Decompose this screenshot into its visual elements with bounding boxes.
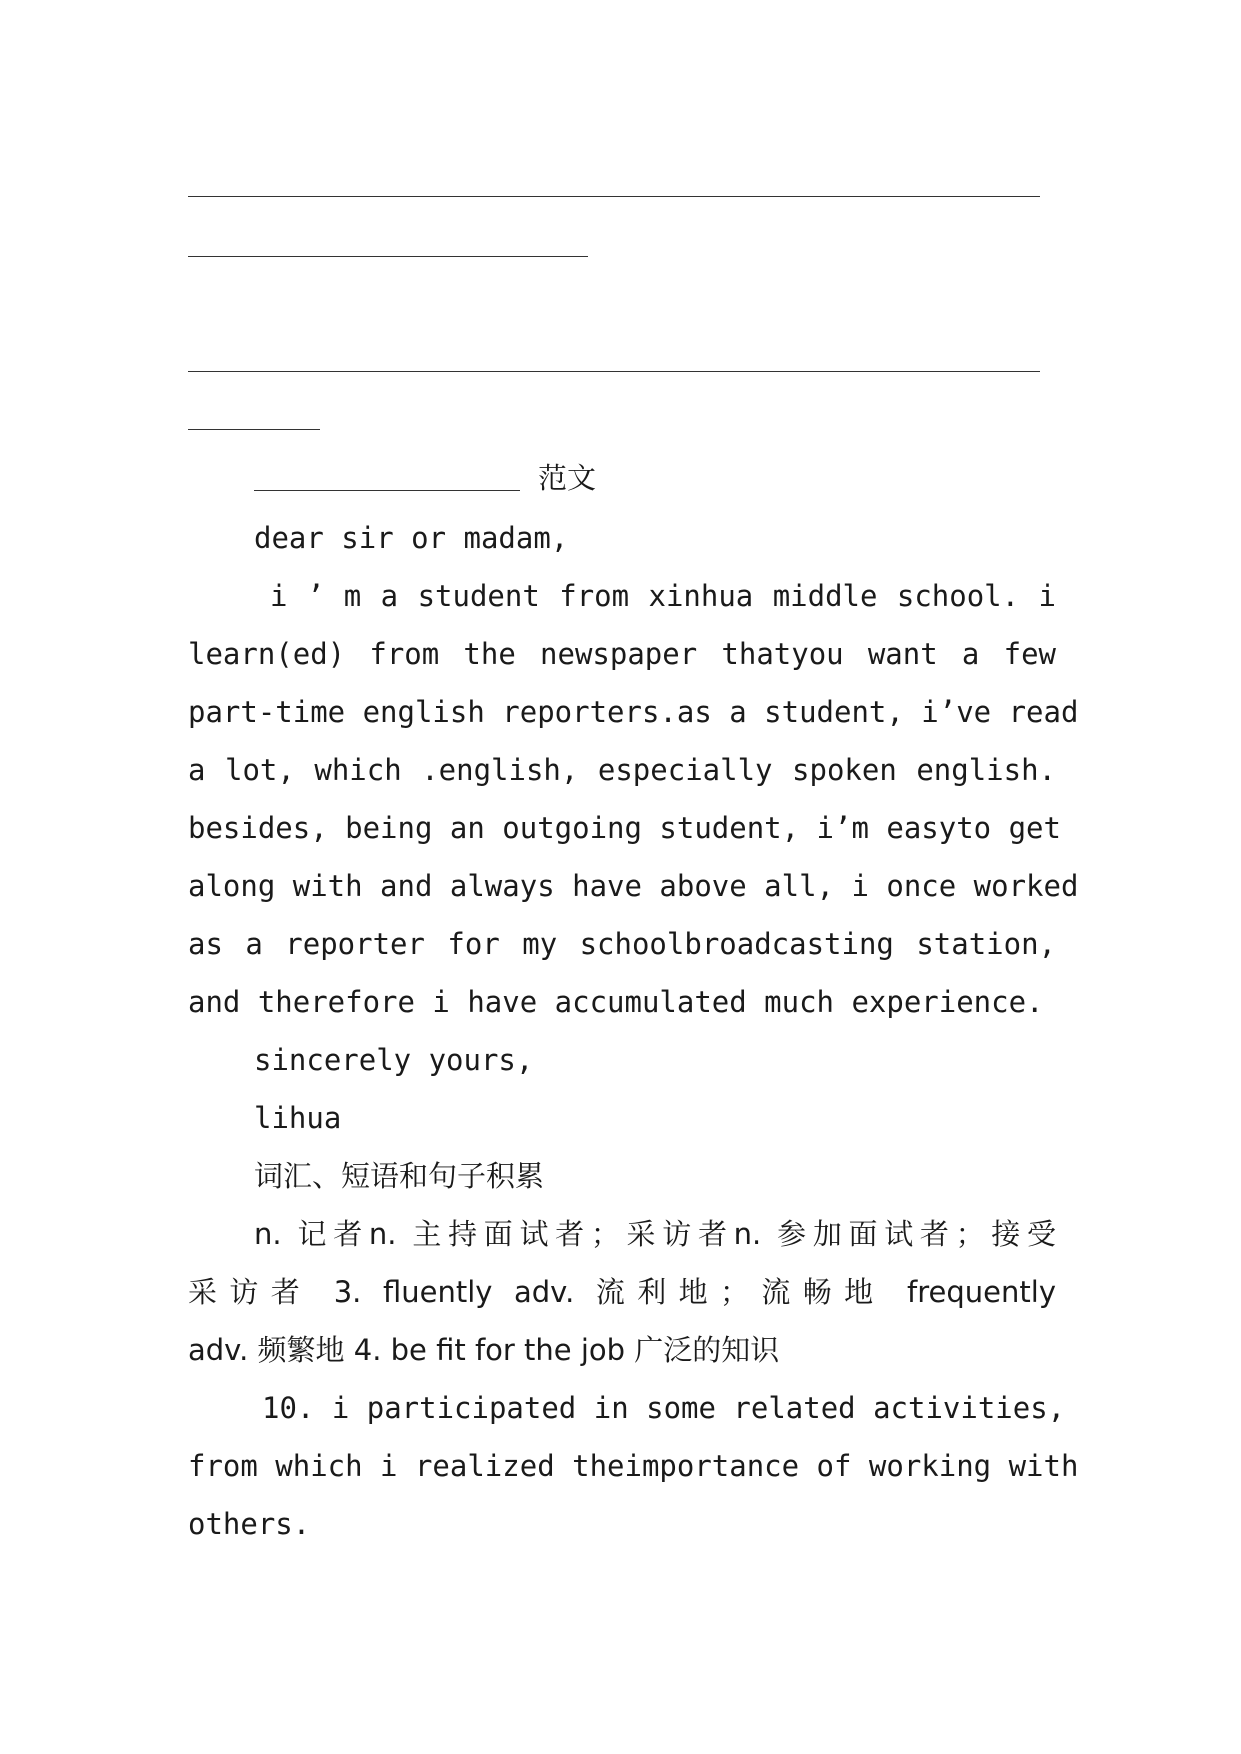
answer-line-2 [188, 256, 588, 257]
vocab-line-1: n. 记者n. 主持面试者；采访者n. 参加面试者；接受 [254, 1217, 1056, 1251]
answer-line-4 [188, 429, 320, 430]
letter-body-line-6: along with and always have above all, i once worked [188, 869, 1079, 903]
letter-body-line-3: part-time english reporters.as a student, i’ve read [188, 695, 1079, 729]
sentence-line-3: others. [188, 1507, 311, 1541]
sentence-line-2: from which i realized theimportance of working with [188, 1449, 1079, 1483]
letter-body-line-4: a lot, which .english, especially spoken english. [188, 753, 1056, 787]
letter-body-line-8: and therefore i have accumulated much experience. [188, 985, 1044, 1019]
letter-signature: lihua [254, 1101, 342, 1135]
vocab-line-2: 采访者 3. fluently adv. 流利地；流畅地 frequently [188, 1275, 1056, 1309]
letter-body-line-5: besides, being an outgoing student, i’m easyto get [188, 811, 1061, 845]
letter-body-line-1: i ’ m a student from xinhua middle school. i [270, 579, 1056, 613]
letter-body-line-7: as a reporter for my schoolbroadcasting station, [188, 927, 1056, 961]
letter-closing: sincerely yours, [254, 1043, 534, 1077]
vocab-line-3: adv. 频繁地 4. be fit for the job 广泛的知识 [188, 1333, 780, 1367]
sentence-line-1: 10. i participated in some related activities, [262, 1391, 1066, 1425]
heading-blank-line [254, 490, 520, 491]
letter-body-line-2: learn(ed) from the newspaper thatyou want a few [188, 637, 1056, 671]
answer-line-1 [188, 196, 1040, 197]
sample-essay-title: 范文 [538, 461, 597, 495]
answer-line-3 [188, 371, 1040, 372]
sample-essay-heading [254, 458, 596, 498]
vocab-heading: 词汇、短语和句子积累 [254, 1159, 545, 1193]
letter-greeting: dear sir or madam, [254, 521, 569, 555]
